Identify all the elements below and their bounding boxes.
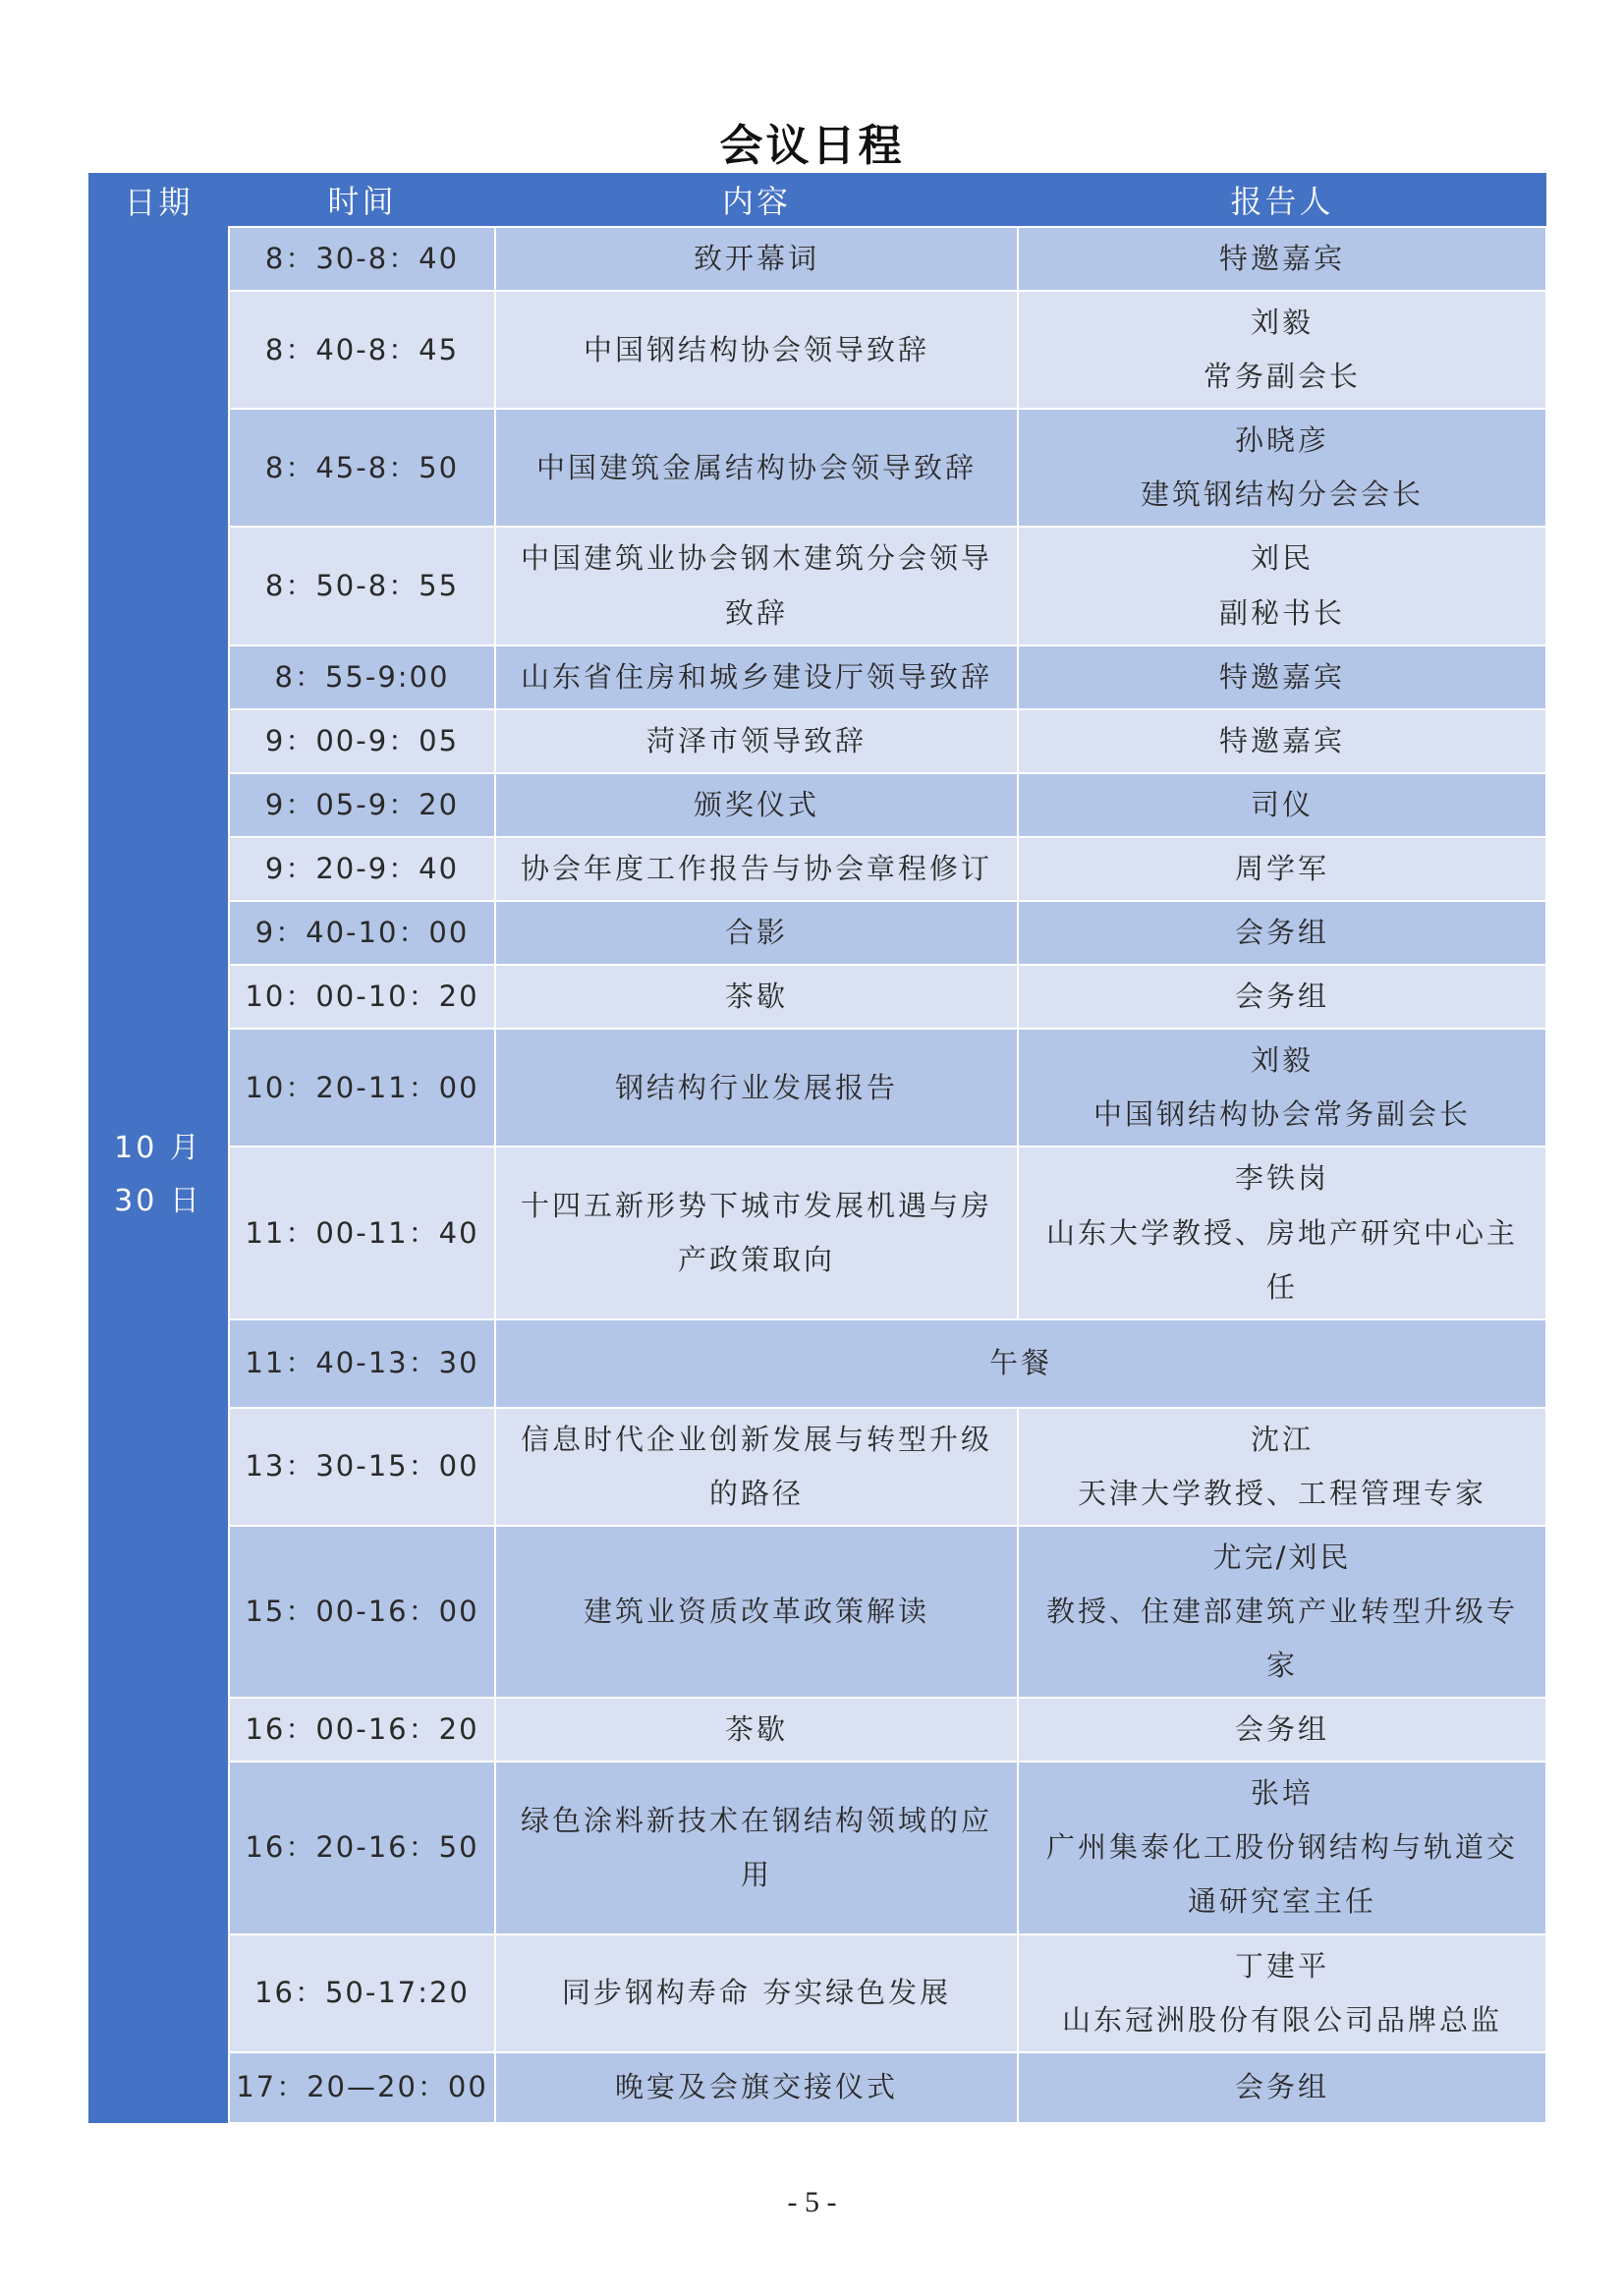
speaker-name: 特邀嘉宾	[1218, 242, 1345, 275]
agenda-row	[88, 1029, 1546, 1147]
speaker-title: 山东冠洲股份有限公司品牌总监	[1061, 2002, 1502, 2037]
speaker-name: 会务组	[1234, 2070, 1329, 2104]
time-cell: 8：55-9:00	[229, 645, 495, 709]
time-cell: 9：05-9：20	[229, 773, 495, 837]
page-number: - 5 -	[787, 2186, 837, 2218]
speaker-cell	[1018, 901, 1546, 965]
speaker-name: 会务组	[1234, 916, 1329, 950]
agenda-row	[88, 2052, 1546, 2123]
agenda-row	[88, 1762, 1546, 1933]
agenda-row	[88, 1698, 1546, 1762]
time-cell: 13：30-15：00	[229, 1408, 495, 1526]
content-cell: 建筑业资质改革政策解读	[495, 1526, 1018, 1698]
time-cell: 17：20—20：00	[229, 2052, 495, 2123]
content-cell: 协会年度工作报告与协会章程修订	[495, 837, 1018, 901]
speaker-name: 司仪	[1250, 787, 1314, 821]
time-cell: 16：00-16：20	[229, 1698, 495, 1762]
content-cell: 致开幕词	[495, 227, 1018, 291]
speaker-cell	[1018, 773, 1546, 837]
speaker-cell	[1018, 645, 1546, 709]
speaker-title: 广州集泰化工股份钢结构与轨道交通研究室主任	[1045, 1830, 1518, 1919]
speaker-cell	[1018, 2052, 1546, 2123]
agenda-row	[88, 773, 1546, 837]
speaker-title: 山东大学教授、房地产研究中心主任	[1045, 1215, 1518, 1304]
header-content: 内容	[495, 173, 1018, 227]
content-cell: 山东省住房和城乡建设厅领导致辞	[495, 645, 1018, 709]
speaker-name: 张培	[1250, 1776, 1314, 1811]
speaker-cell	[1018, 409, 1546, 527]
time-cell: 10：20-11：00	[229, 1029, 495, 1147]
agenda-row	[88, 1934, 1546, 2052]
time-cell: 15：00-16：00	[229, 1526, 495, 1698]
content-cell: 菏泽市领导致辞	[495, 709, 1018, 773]
speaker-cell	[1018, 1147, 1546, 1318]
agenda-row	[88, 409, 1546, 527]
speaker-name: 尤完/刘民	[1212, 1540, 1352, 1574]
agenda-row	[88, 1319, 1546, 1408]
content-cell: 合影	[495, 901, 1018, 965]
time-cell: 9：20-9：40	[229, 837, 495, 901]
content-cell: 绿色涂料新技术在钢结构领域的应用	[495, 1762, 1018, 1933]
speaker-cell	[1018, 291, 1546, 409]
content-cell: 十四五新形势下城市发展机遇与房产政策取向	[495, 1147, 1018, 1318]
content-cell: 钢结构行业发展报告	[495, 1029, 1018, 1147]
content-cell: 中国建筑业协会钢木建筑分会领导致辞	[495, 527, 1018, 644]
time-cell: 11：00-11：40	[229, 1147, 495, 1318]
speaker-title: 常务副会长	[1203, 360, 1361, 394]
time-cell: 8：40-8：45	[229, 291, 495, 409]
date-month: 10 月	[114, 1130, 202, 1165]
time-cell: 9：40-10：00	[229, 901, 495, 965]
speaker-title: 天津大学教授、工程管理专家	[1077, 1476, 1486, 1510]
speaker-name: 沈江	[1250, 1422, 1314, 1456]
speaker-name: 李铁岗	[1234, 1161, 1329, 1196]
header-date: 日期	[88, 173, 229, 227]
agenda-row	[88, 227, 1546, 291]
speaker-name: 刘毅	[1250, 306, 1314, 340]
speaker-cell	[1018, 1408, 1546, 1526]
agenda-row	[88, 527, 1546, 644]
header-row	[88, 173, 1546, 227]
agenda-row	[88, 1147, 1546, 1318]
speaker-name: 刘毅	[1250, 1043, 1314, 1078]
content-cell: 颁奖仪式	[495, 773, 1018, 837]
content-cell: 信息时代企业创新发展与转型升级的路径	[495, 1408, 1018, 1526]
speaker-cell	[1018, 837, 1546, 901]
page-title: 会议日程	[719, 121, 905, 171]
time-cell: 10：00-10：20	[229, 965, 495, 1029]
agenda-row	[88, 709, 1546, 773]
time-cell: 8：50-8：55	[229, 527, 495, 644]
header-time: 时间	[229, 173, 495, 227]
agenda-row	[88, 1526, 1546, 1698]
speaker-name: 孙晓彦	[1234, 423, 1329, 458]
content-cell: 茶歇	[495, 1698, 1018, 1762]
content-cell: 中国钢结构协会领导致辞	[495, 291, 1018, 409]
speaker-name: 会务组	[1234, 1712, 1329, 1747]
speaker-cell	[1018, 1762, 1546, 1933]
content-cell: 晚宴及会旗交接仪式	[495, 2052, 1018, 2123]
agenda-row	[88, 1408, 1546, 1526]
speaker-cell	[1018, 1526, 1546, 1698]
speaker-cell	[1018, 709, 1546, 773]
content-cell: 同步钢构寿命 夯实绿色发展	[495, 1934, 1018, 2052]
date-day: 30 日	[114, 1183, 202, 1218]
agenda-row	[88, 965, 1546, 1029]
speaker-name: 会务组	[1234, 980, 1329, 1014]
agenda-row	[88, 837, 1546, 901]
speaker-name: 丁建平	[1234, 1948, 1329, 1983]
speaker-name: 刘民	[1250, 541, 1314, 576]
date-cell	[88, 227, 229, 2123]
agenda-row	[88, 645, 1546, 709]
speaker-title: 建筑钢结构分会会长	[1140, 477, 1424, 512]
speaker-cell	[1018, 1934, 1546, 2052]
agenda-row	[88, 901, 1546, 965]
agenda-body	[88, 227, 1546, 2123]
speaker-name: 特邀嘉宾	[1218, 659, 1345, 694]
time-cell: 11：40-13：30	[229, 1319, 495, 1408]
content-cell: 茶歇	[495, 965, 1018, 1029]
time-cell: 8：45-8：50	[229, 409, 495, 527]
content-cell: 午餐	[495, 1319, 1546, 1408]
speaker-cell	[1018, 965, 1546, 1029]
agenda-row	[88, 291, 1546, 409]
speaker-title: 副秘书长	[1218, 595, 1345, 630]
time-cell: 16：50-17:20	[229, 1934, 495, 2052]
content-cell: 中国建筑金属结构协会领导致辞	[495, 409, 1018, 527]
speaker-title: 中国钢结构协会常务副会长	[1092, 1097, 1471, 1132]
agenda-table	[88, 173, 1547, 2124]
speaker-name: 特邀嘉宾	[1218, 723, 1345, 757]
header-speaker: 报告人	[1018, 173, 1546, 227]
speaker-cell	[1018, 227, 1546, 291]
speaker-cell	[1018, 1698, 1546, 1762]
time-cell: 9：00-9：05	[229, 709, 495, 773]
speaker-name: 周学军	[1234, 851, 1329, 885]
speaker-title: 教授、住建部建筑产业转型升级专家	[1045, 1594, 1518, 1683]
time-cell: 16：20-16：50	[229, 1762, 495, 1933]
speaker-cell	[1018, 1029, 1546, 1147]
speaker-cell	[1018, 527, 1546, 644]
time-cell: 8：30-8：40	[229, 227, 495, 291]
